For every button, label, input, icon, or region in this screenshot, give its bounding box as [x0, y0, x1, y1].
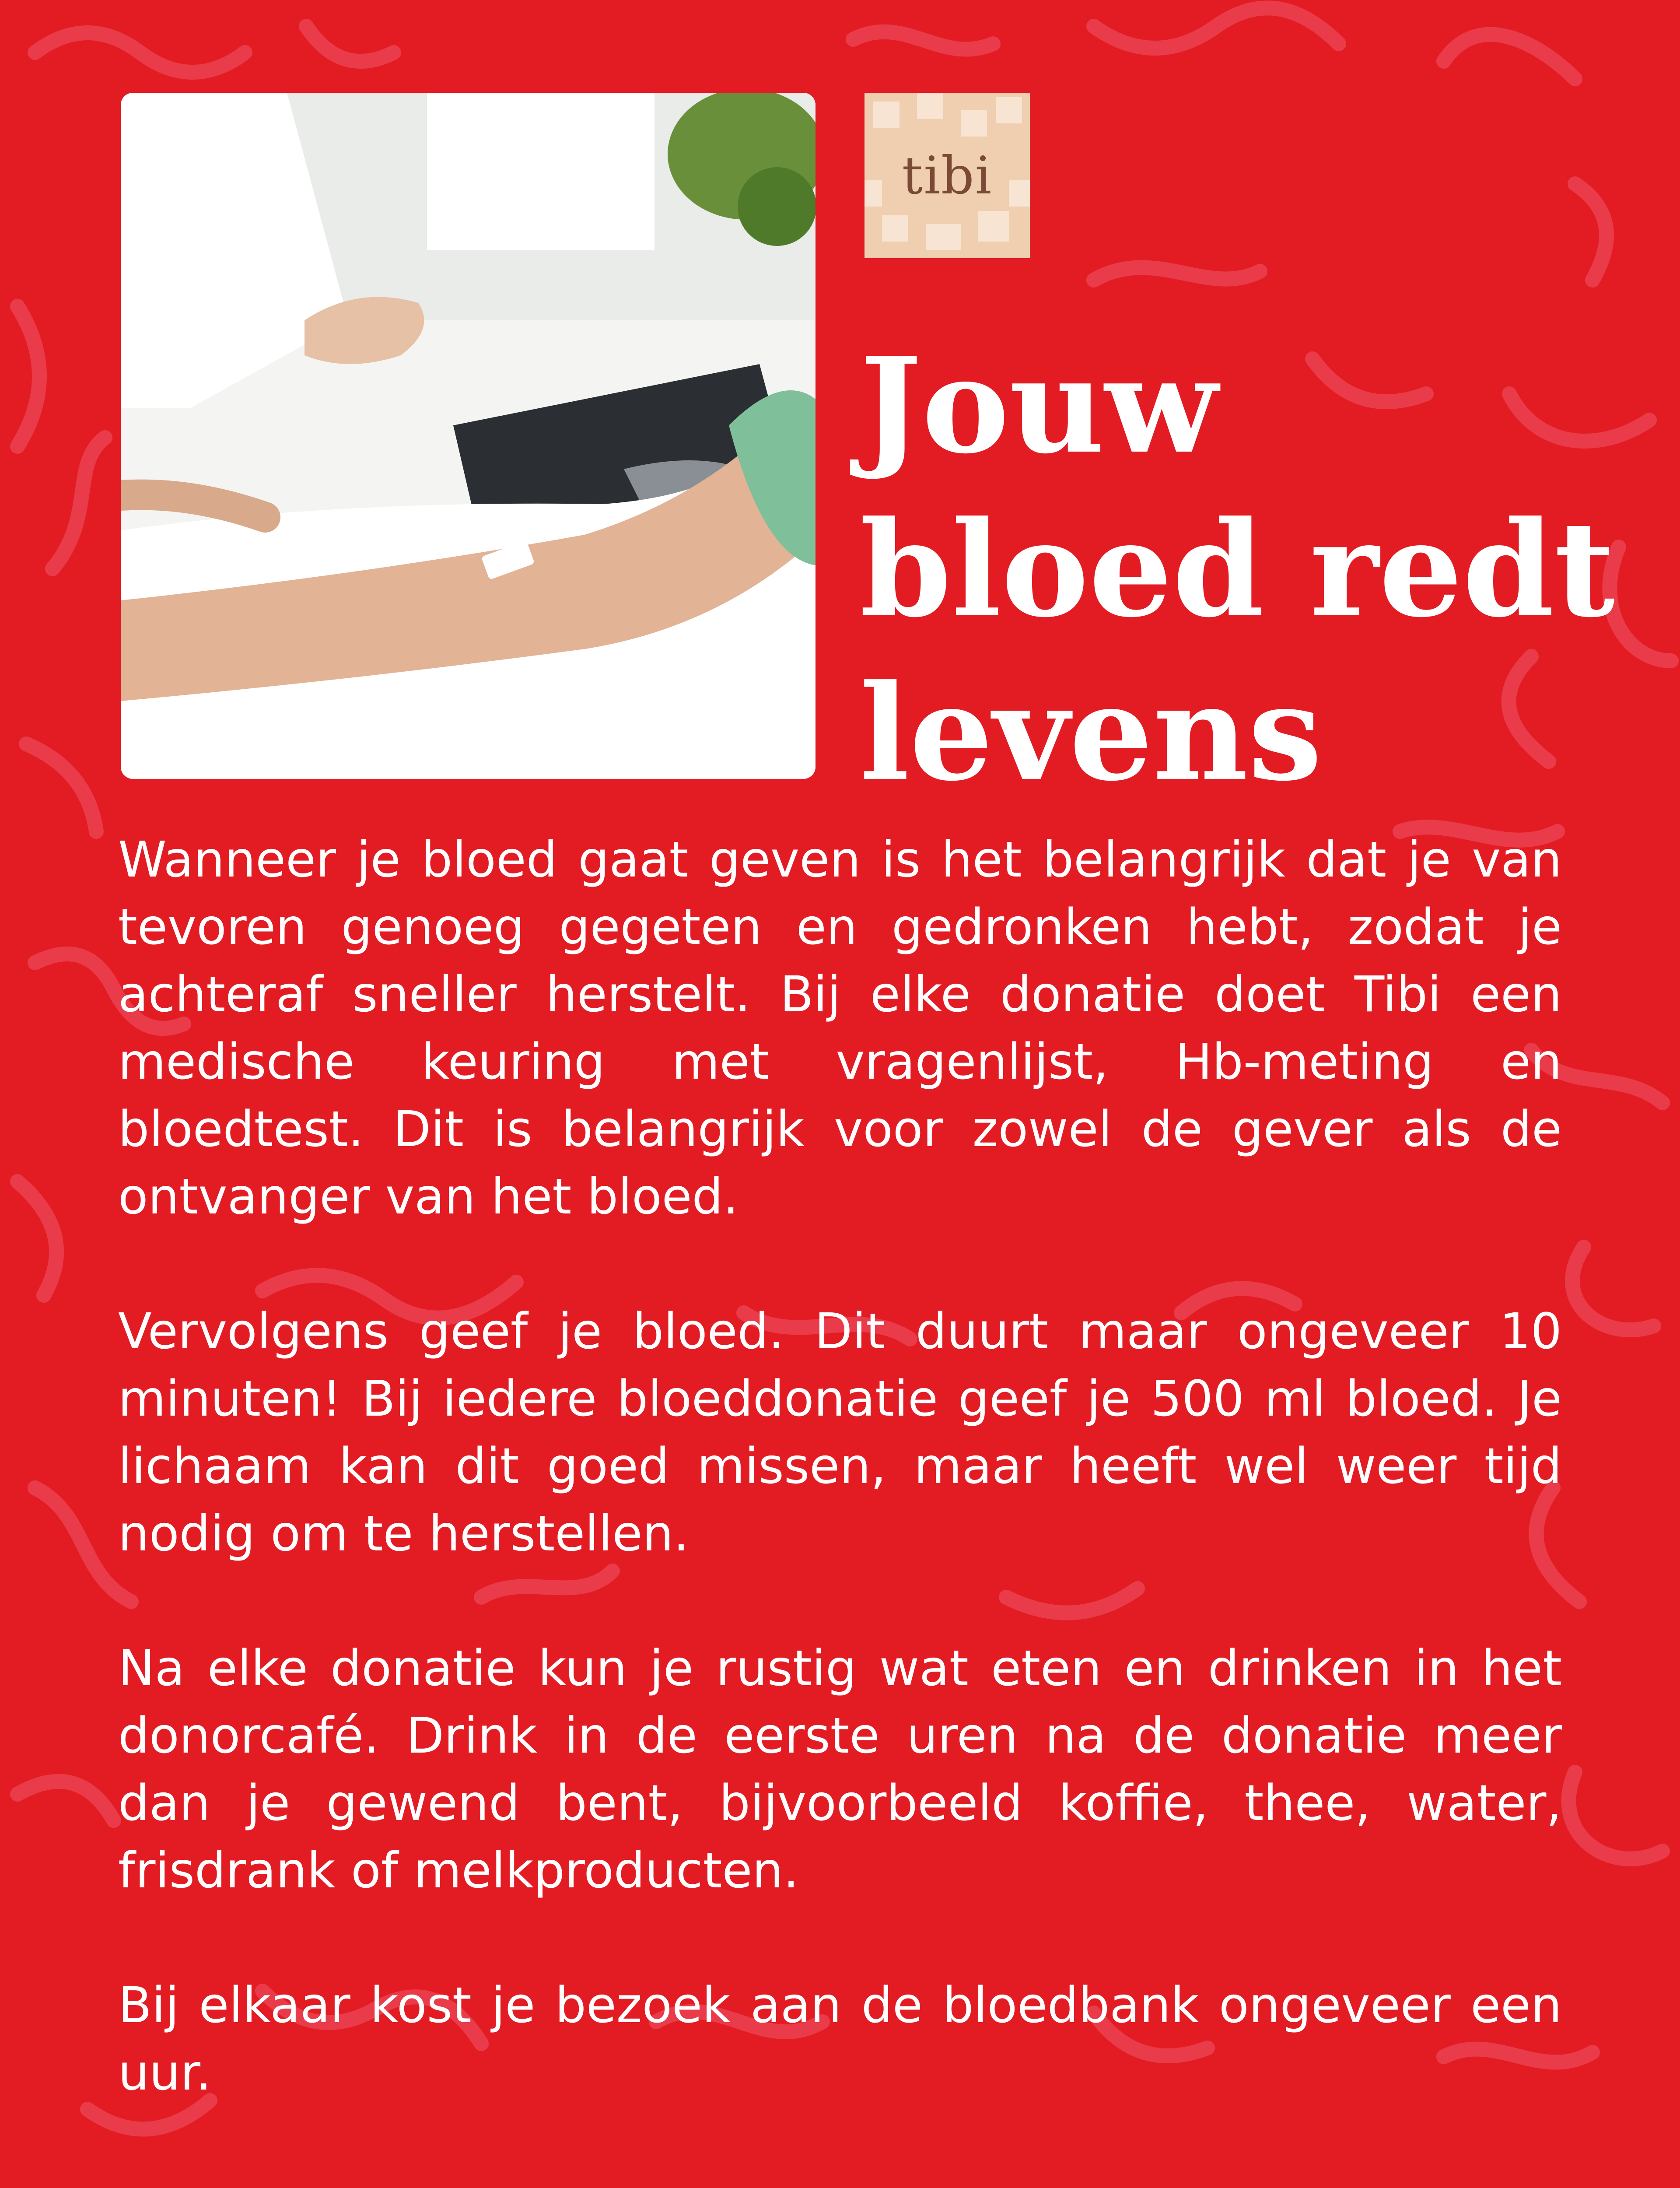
tibi-logo [864, 93, 1030, 258]
headline-line: levens [860, 656, 1323, 810]
paragraph-donation: Vervolgens geef je bloed. Dit duurt maar ongeveer 10 minuten! Bij iedere bloeddonatie geef je 500 ml bloed. Je lichaam kan dit goed missen, maar heeft wel weer tijd nodig om te herstellen. [118, 1303, 1562, 1562]
headline [860, 324, 1647, 815]
donation-photo [121, 93, 816, 779]
paragraph-preparation: Wanneer je bloed gaat geven is het belangrijk dat je van tevoren genoeg gegeten en gedronken hebt, zodat je achteraf sneller herstelt. Bij elke donatie doet Tibi een medische keuring met vragenlijst, Hb-meting en bloedtest. Dit is belangrijk voor zowel de gever als de ontvanger van het bloed. [118, 831, 1562, 1225]
body-text [118, 826, 1562, 2107]
paragraph-duration: Bij elkaar kost je bezoek aan de bloedbank ongeveer een uur. [118, 1977, 1562, 2101]
logo-wordmark: tibi [902, 145, 993, 206]
paragraph-aftercare: Na elke donatie kun je rustig wat eten en drinken in het donorcafé. Drink in de eerste uren na de donatie meer dan je gewend bent, bijvoorbeeld koffie, thee, water, frisdrank of melkproducten. [118, 1640, 1562, 1899]
headline-line: Jouw [860, 328, 1218, 483]
headline-line: bloed redt [860, 492, 1615, 646]
